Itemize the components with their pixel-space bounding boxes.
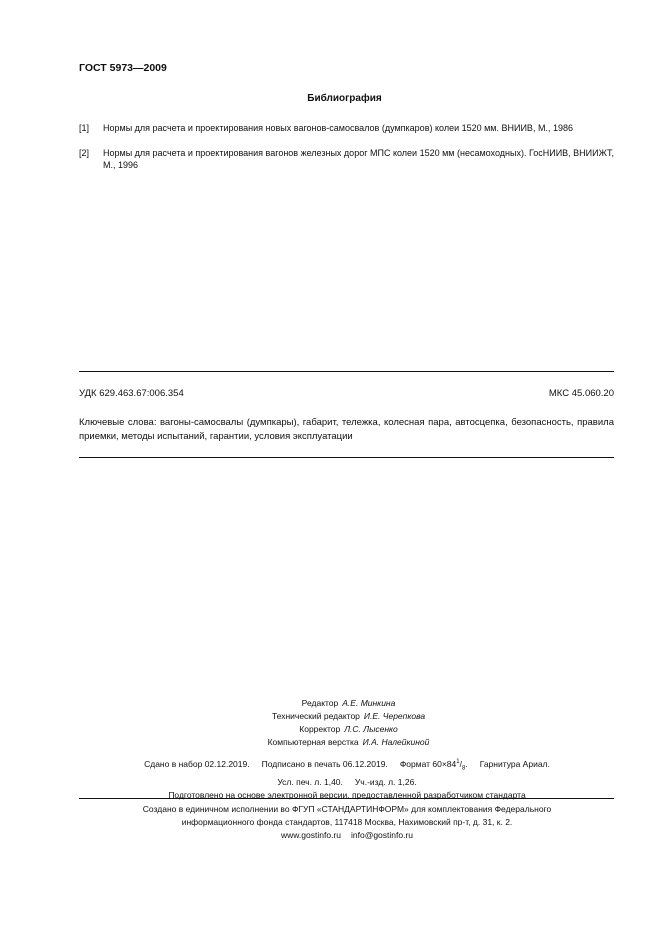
credit-line xyxy=(36,697,661,710)
credit-role: Компьютерная верстка xyxy=(267,737,359,747)
reference-number: [2] xyxy=(79,148,90,158)
paper-format: Формат $60\times 84^1/_8$. xyxy=(399,758,468,772)
divider xyxy=(79,798,614,799)
footer-line: информационного фонда стандартов, 117418 Москва, Нахимовский пр-т, д. 31, к. 2. xyxy=(181,817,513,827)
typeface: Гарнитура Ариал. xyxy=(479,758,550,769)
pub-sheets: Уч.-изд. л. 1,26. xyxy=(354,776,417,787)
divider xyxy=(79,457,614,458)
credit-role: Технический редактор xyxy=(271,711,360,721)
reference-number: [1] xyxy=(79,123,90,133)
format-sub: 8 xyxy=(461,765,466,772)
reference-item xyxy=(79,147,614,171)
reference-text: Нормы для расчета и проектирования новых вагонов-самосвалов (думпкаров) колеи 1520 мм. ВНИИВ, М., 1986 xyxy=(103,123,573,133)
credit-name: И.А. Налейкиной xyxy=(362,737,430,747)
publication-row xyxy=(80,756,614,776)
credit-line xyxy=(36,736,661,749)
publication-info xyxy=(80,756,614,802)
reference-text: Нормы для расчета и проектирования вагонов железных дорог МПС колеи 1520 мм (несамоходных). ГосНИИВ, ВНИИЖТ, М., 1996 xyxy=(103,148,615,170)
udk-code: УДК 629.463.67:006.354 xyxy=(79,388,184,399)
footer-links xyxy=(80,829,614,842)
format-prefix: Формат 60×84 xyxy=(399,758,457,769)
print-sheets: Усл. печ. л. 1,40. xyxy=(277,776,343,787)
credits-block xyxy=(0,697,661,749)
publication-row xyxy=(80,776,614,789)
bibliography-title: Библиография xyxy=(307,93,382,104)
reference-item xyxy=(79,122,614,134)
email-link[interactable]: info@gostinfo.ru xyxy=(350,830,414,840)
document-code: ГОСТ 5973—2009 xyxy=(79,62,167,74)
website-link[interactable]: www.gostinfo.ru xyxy=(280,830,341,840)
credit-name: Л.С. Лысенко xyxy=(344,724,398,734)
credit-name: И.Е. Черепкова xyxy=(363,711,426,721)
format-sup: 1 xyxy=(456,759,460,765)
credit-role: Корректор xyxy=(299,724,341,734)
footer-line: Создано в единичном исполнении во ФГУП «СТАНДАРТИНФОРМ» для комплектования Федерального xyxy=(142,804,552,814)
prepared-note: Подготовлено на основе электронной версии, предоставленной разработчиком стандарта xyxy=(168,789,526,800)
mks-code: МКС 45.060.20 xyxy=(548,388,614,399)
divider xyxy=(79,371,614,372)
credit-line xyxy=(36,710,661,723)
typeset-date: Сдано в набор 02.12.2019. xyxy=(144,758,250,769)
keywords: Ключевые слова: вагоны-самосвалы (думпкары), габарит, тележка, колесная пара, автосцепка, безопасность, правила приемки, методы испытаний, гарантии, условия эксплуатации xyxy=(79,417,614,442)
signed-date: Подписано в печать 06.12.2019. xyxy=(261,758,388,769)
footer xyxy=(80,803,614,842)
credit-name: А.Е. Минкина xyxy=(342,698,396,708)
credit-role: Редактор xyxy=(301,698,339,708)
credit-line xyxy=(36,723,661,736)
